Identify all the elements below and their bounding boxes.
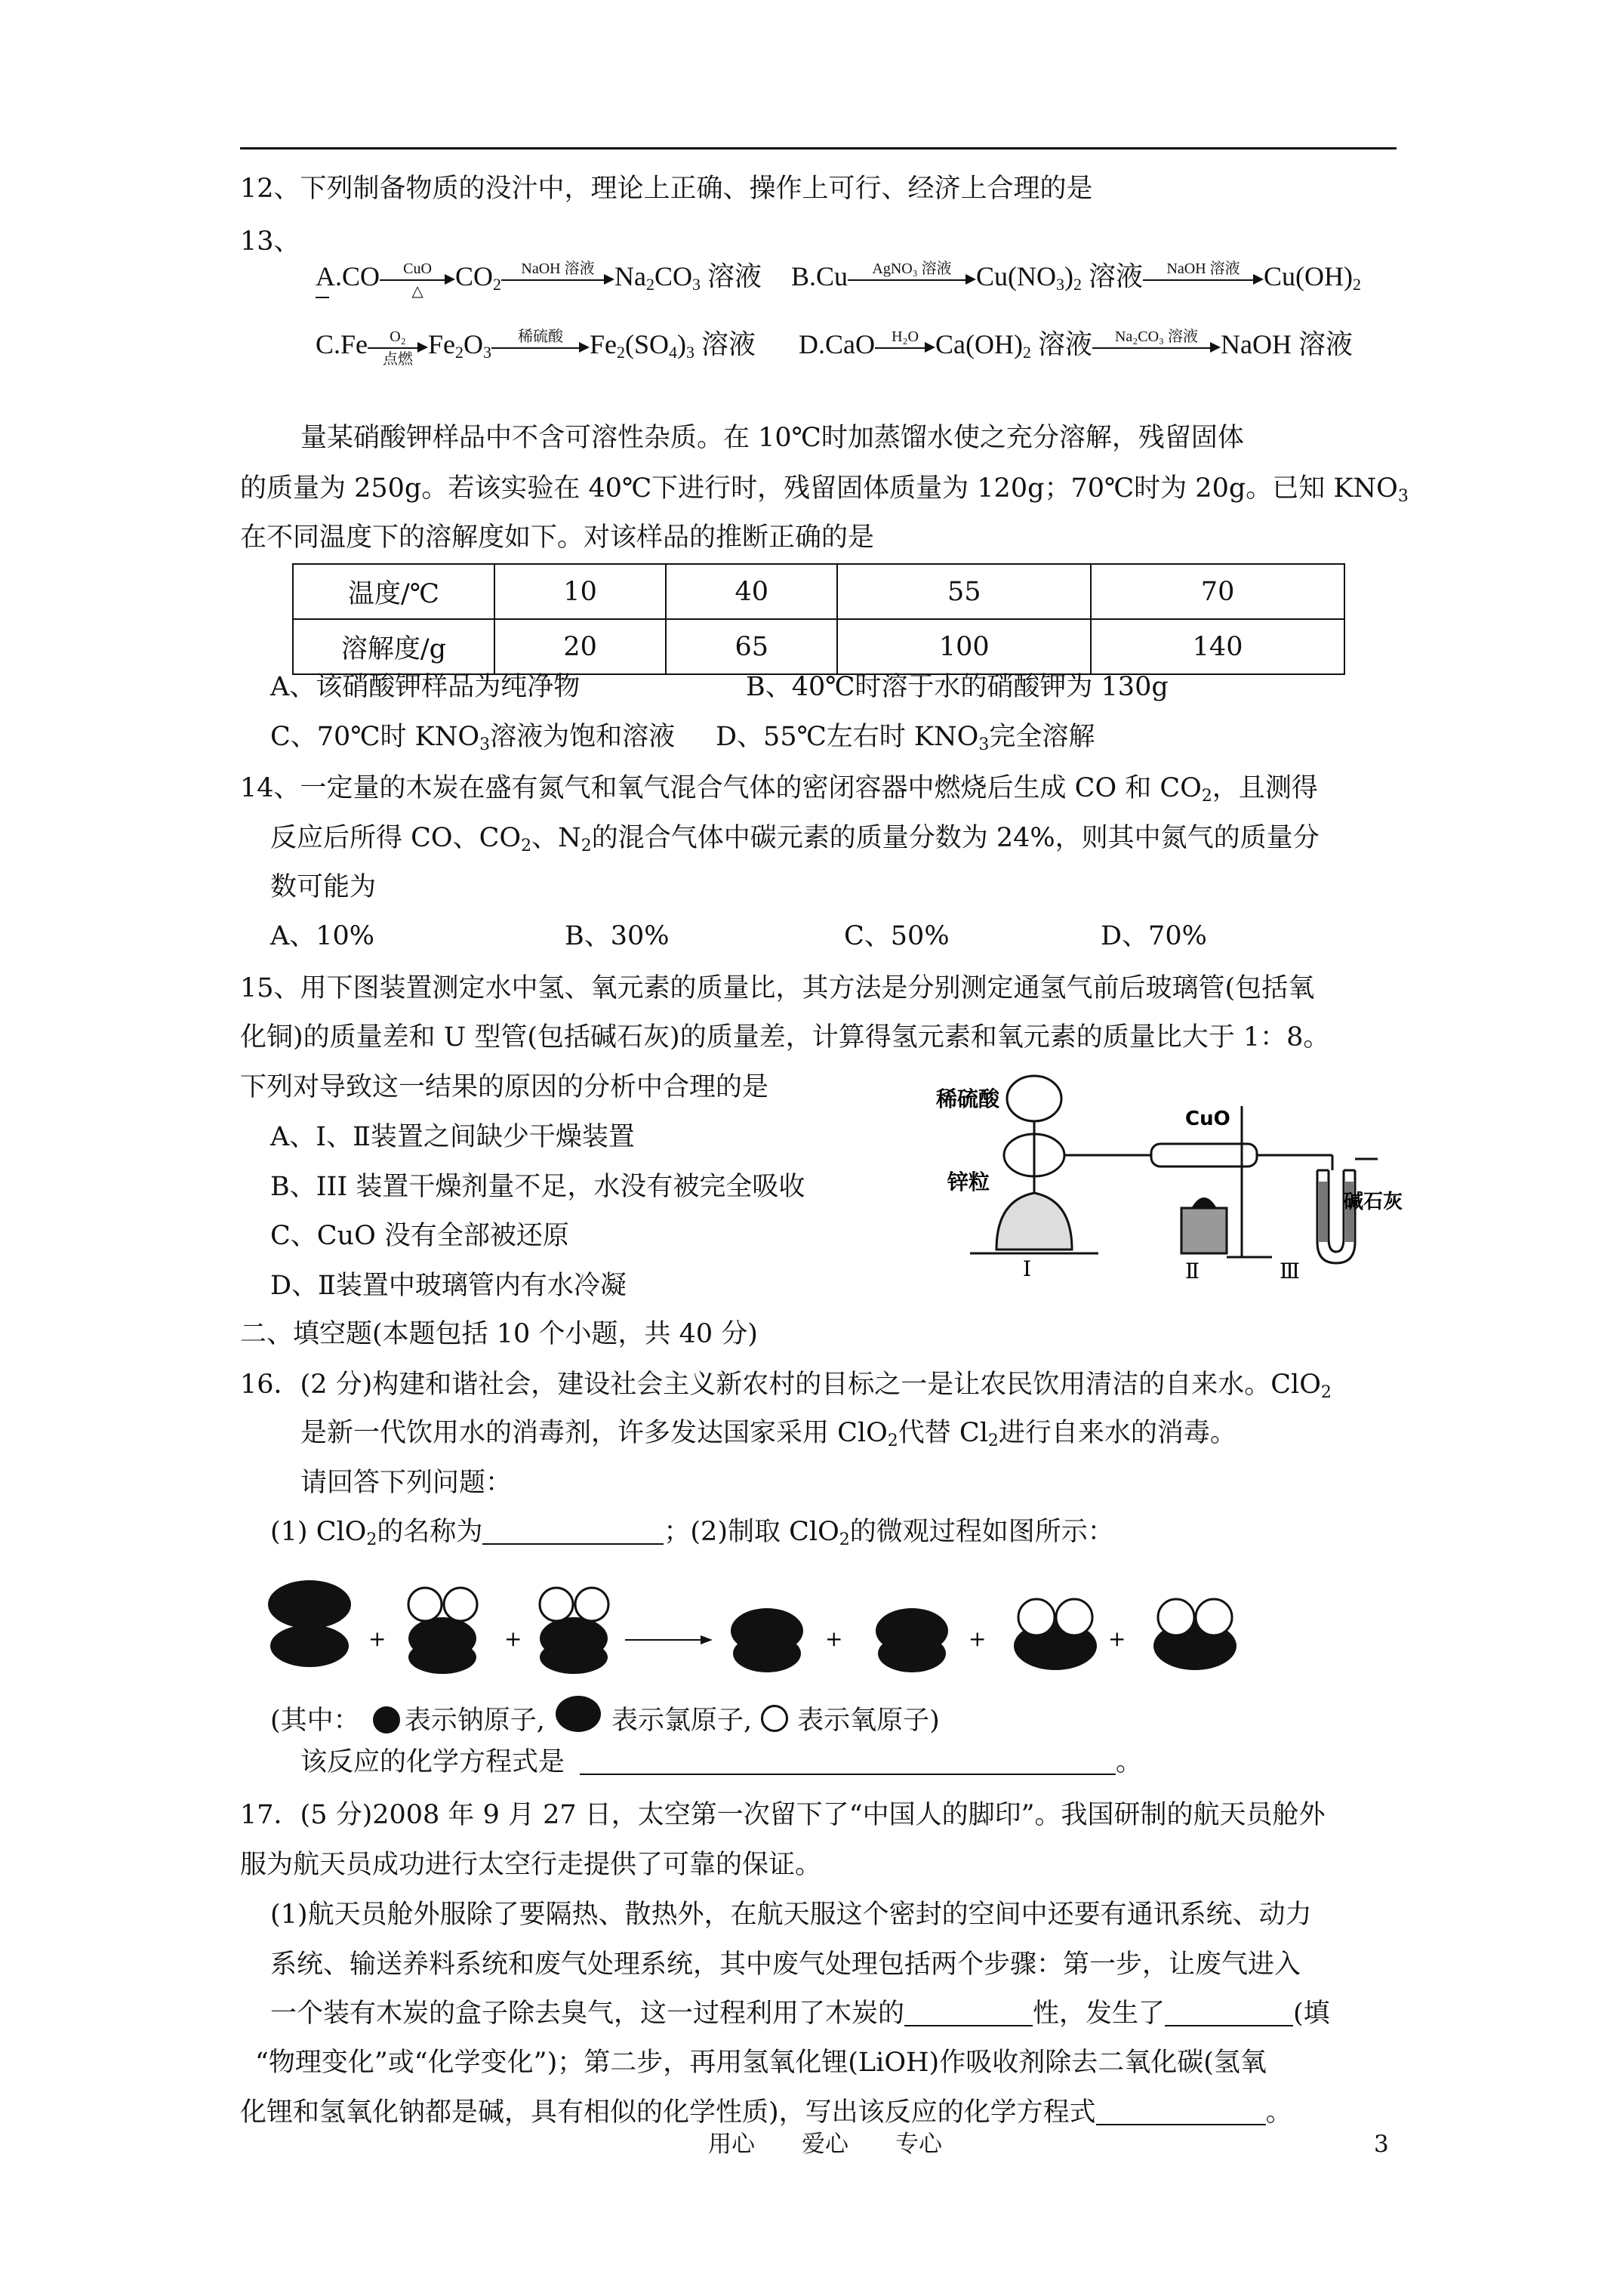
table-cell: 10 — [494, 564, 666, 619]
plus-sign: + — [1108, 1626, 1126, 1651]
reaction-d: D.CaO H₂O $Ca(OH)_2$ 溶液 Na₂CO₃ 溶液 NaOH 溶液 — [799, 323, 1353, 366]
q15-option-c: C、CuO 没有全部被还原 — [270, 1221, 569, 1251]
reaction-c: C.Fe O₂ 点燃 $Fe_2O_3$ 稀硫酸 $Fe_2(SO_4)_3$ 溶液 — [316, 328, 756, 368]
q14-option-b: B、30% — [565, 921, 670, 951]
answer-blank[interactable] — [904, 2002, 1033, 2026]
answer-blank[interactable] — [1165, 2002, 1293, 2026]
figure-label-ii: Ⅱ — [1185, 1259, 1200, 1280]
question-17-line5: 一个装有木炭的盒子除去臭气，这一过程利用了木炭的 性，发生了 (填 — [270, 1999, 1330, 2029]
q14-option-d: D、70% — [1101, 921, 1207, 951]
figure-label-zinc: 锌粒 — [947, 1170, 990, 1194]
question-15-line3: 下列对导致这一结果的原因的分析中合理的是 — [240, 1072, 769, 1102]
page-number: 3 — [1374, 2131, 1389, 2158]
question-12: 12、下列制备物质的没汁中，理论上正确、操作上可行、经济上合理的是 — [240, 174, 1093, 204]
q16-equation-prompt: 该反应的化学方程式是 。 — [300, 1747, 1143, 1777]
blank-mark — [316, 297, 329, 298]
q15-option-a: A、I、Ⅱ装置之间缺少干燥装置 — [270, 1122, 635, 1152]
reaction-arrow: NaOH 溶液 — [501, 260, 614, 298]
solubility-table — [292, 563, 1345, 675]
oxygen-atom-icon — [761, 1705, 788, 1732]
plus-sign: + — [969, 1626, 987, 1651]
question-15-line2: 化铜)的质量差和 U 型管(包括碱石灰)的质量差，计算得氢元素和氧元素的质量比大于 1：8。 — [240, 1022, 1330, 1052]
table-cell: 55 — [837, 564, 1091, 619]
reaction-arrow: 稀硫酸 — [491, 328, 590, 366]
q13-option-b: B、40℃时溶于水的硝酸钾为 130g — [746, 672, 1169, 702]
footer-motto: 用心 爱心 专心 — [708, 2131, 942, 2158]
answer-blank[interactable] — [1096, 2101, 1266, 2125]
question-14-line2: 反应后所得 CO、$CO_2$、$N_2$的混合气体中碳元素的质量分数为 24%，则其中氮气的质量分 — [270, 823, 1320, 855]
question-14-line3: 数可能为 — [270, 872, 377, 902]
question-15-line1: 15、用下图装置测定水中氢、氧元素的质量比，其方法是分别测定通氢气前后玻璃管(包括氧 — [240, 973, 1315, 1003]
table-cell: 140 — [1091, 619, 1344, 674]
plus-sign: + — [825, 1626, 843, 1651]
figure-label-cuo: CuO — [1185, 1108, 1230, 1130]
table-header-solubility: 溶解度/g — [293, 619, 494, 674]
header-rule — [240, 147, 1397, 149]
question-17-line1: 17．(5 分)2008 年 9 月 27 日，太空第一次留下了“中国人的脚印”。我国研制的航天员舱外 — [240, 1800, 1326, 1830]
table-row — [293, 619, 1344, 674]
question-17-line7: 化锂和氢氧化钠都是碱，具有相似的化学性质)，写出该反应的化学方程式 。 — [240, 2097, 1292, 2128]
question-16-line4: (1) ClO$_2$的名称为 ；(2)制取 ClO$_2$的微观过程如图所示： — [270, 1517, 1114, 1549]
reaction-arrow: AgNO₃ 溶液 — [848, 260, 976, 298]
answer-blank[interactable] — [482, 1521, 664, 1545]
reaction-arrow: Na₂CO₃ 溶液 — [1092, 328, 1221, 366]
q13-option-d: D、55℃左右时 $KNO_3$完全溶解 — [716, 722, 1095, 754]
plus-sign: + — [504, 1626, 522, 1651]
table-row — [293, 564, 1344, 619]
reaction-arrow: O₂ 点燃 — [368, 328, 428, 366]
q13-option-a: A、该硝酸钾样品为纯净物 — [270, 672, 581, 702]
q13-option-c: C、70℃时 $KNO_3$溶液为饱和溶液 — [270, 722, 676, 754]
section-2-heading: 二、填空题(本题包括 10 个小题，共 40 分) — [240, 1319, 758, 1349]
figure-label-i: I — [1023, 1256, 1032, 1280]
q16-legend: (其中： 表示钠原子, 表示氯原子, 表示氧原子) — [270, 1696, 940, 1737]
q14-option-c: C、50% — [844, 921, 950, 951]
question-14-line1: 14、一定量的木炭在盛有氮气和氧气混合气体的密闭容器中燃烧后生成 CO 和 $CO_2$，且测得 — [240, 773, 1318, 806]
reaction-b: B.Cu AgNO₃ 溶液 $Cu(NO_3)_2$ 溶液 NaOH 溶液 $Cu(OH)_2$ — [791, 255, 1361, 298]
sodium-atom-icon — [373, 1706, 400, 1734]
q13-paragraph-line3: 在不同温度下的溶解度如下。对该样品的推断正确的是 — [240, 522, 875, 553]
question-16-line1: 16．(2 分)构建和谐社会，建设社会主义新农村的目标之一是让农民饮用清洁的自来水。ClO$_2$ — [240, 1370, 1332, 1402]
reaction-a: A.CO CuO △ $CO_2$ NaOH 溶液 $Na_2CO_3$ 溶液 — [316, 260, 762, 300]
table-cell: 100 — [837, 619, 1091, 674]
table-cell: 20 — [494, 619, 666, 674]
table-cell: 70 — [1091, 564, 1344, 619]
question-16-line3: 请回答下列问题： — [300, 1468, 513, 1498]
apparatus-diagram — [925, 1068, 1408, 1280]
figure-label-acid: 稀硫酸 — [936, 1086, 1000, 1111]
q13-paragraph-line2: 的质量为 250g。若该实验在 40℃下进行时，残留固体质量为 120g；70℃时为 20g。已知 $KNO_3$ — [240, 473, 1409, 506]
reaction-arrow: NaOH 溶液 — [1143, 260, 1264, 298]
figure-label-iii: Ⅲ — [1280, 1259, 1301, 1280]
reaction-arrow: H₂O — [875, 328, 935, 366]
chlorine-atom-icon — [556, 1696, 601, 1732]
question-17-line2: 服为航天员成功进行太空行走提供了可靠的保证。 — [240, 1850, 822, 1880]
molecule-reaction-diagram — [263, 1570, 1244, 1676]
question-16-line2: 是新一代饮用水的消毒剂，许多发达国家采用 ClO$_2$代替 $Cl_2$进行自来水的消毒。 — [300, 1418, 1236, 1450]
q13-paragraph-line1: 量某硝酸钾样品中不含可溶性杂质。在 10℃时加蒸馏水使之充分溶解，残留固体 — [300, 423, 1244, 453]
table-cell: 65 — [666, 619, 837, 674]
question-17-line3: (1)航天员舱外服除了要隔热、散热外，在航天服这个密封的空间中还要有通讯系统、动力 — [270, 1900, 1312, 1930]
question-13-number: 13、 — [240, 227, 300, 257]
q15-option-b: B、III 装置干燥剂量不足，水没有被完全吸收 — [270, 1172, 805, 1202]
question-17-line4: 系统、输送养料系统和废气处理系统，其中废气处理包括两个步骤：第一步，让废气进入 — [270, 1949, 1301, 1980]
plus-sign: + — [368, 1626, 387, 1651]
reaction-arrow: CuO △ — [380, 260, 455, 298]
question-17-line6: “物理变化”或“化学变化”)；第二步，再用氢氧化锂(LiOH)作吸收剂除去二氧化碳(氢氧 — [255, 2048, 1267, 2078]
figure-label-soda-lime: 碱石灰 — [1344, 1191, 1403, 1213]
equation-blank[interactable] — [580, 1751, 1116, 1775]
q14-option-a: A、10% — [270, 921, 375, 951]
table-cell: 40 — [666, 564, 837, 619]
q15-option-d: D、Ⅱ装置中玻璃管内有水冷凝 — [270, 1271, 627, 1301]
soda-lime-fill — [1319, 1182, 1328, 1242]
table-header-temp: 温度/℃ — [293, 564, 494, 619]
